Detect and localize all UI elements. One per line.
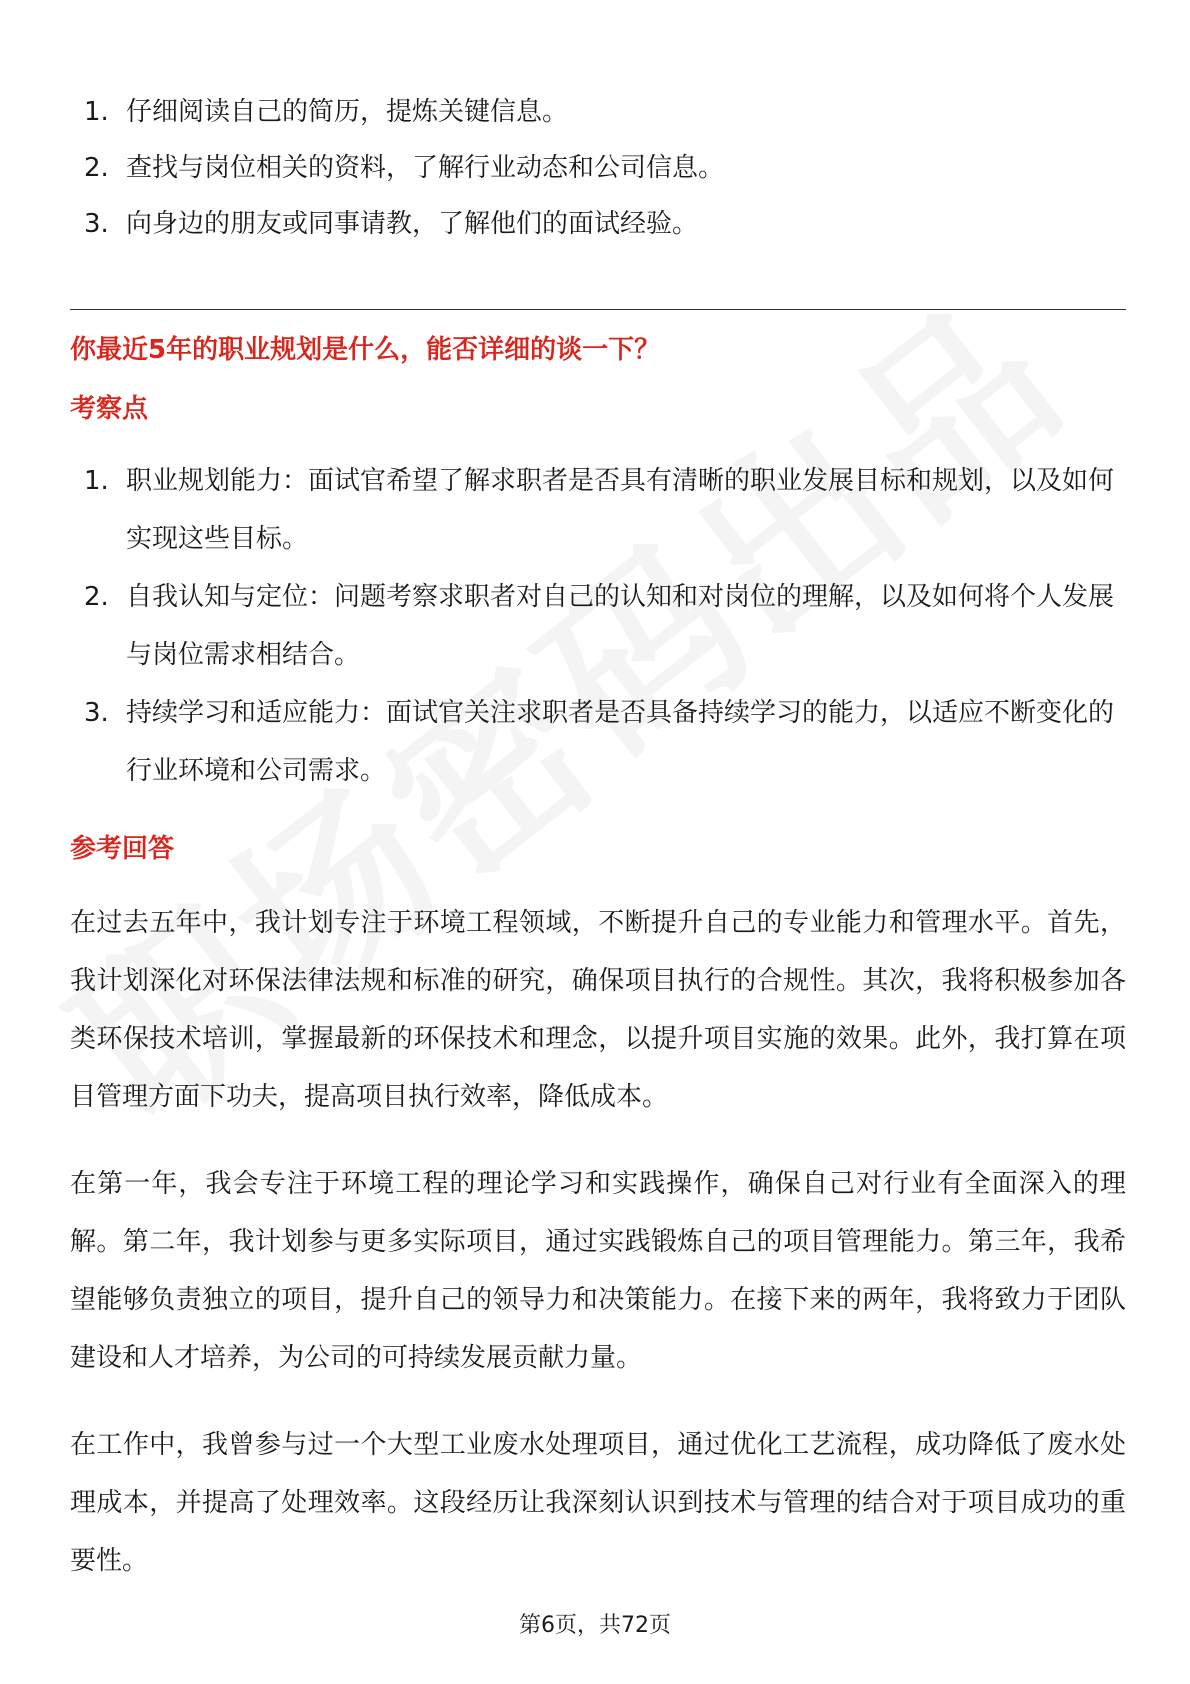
list-number: 2. <box>84 582 109 612</box>
answer-paragraph: 在第一年，我会专注于环境工程的理论学习和实践操作，确保自己对行业有全面深入的理解。第二年，我计划参与更多实际项目，通过实践锻炼自己的项目管理能力。第三年，我希望能够负责独立的项目，提升自己的领导力和决策能力。在接下来的两年，我将致力于团队建设和人才培养，为公司的可持续发展贡献力量。 <box>70 1169 1126 1373</box>
prep-steps-list <box>84 84 1124 252</box>
answer-heading: 参考回答 <box>70 834 175 864</box>
list-text: 持续学习和适应能力：面试官关注求职者是否具备持续学习的能力，以适应不断变化的行业环境和公司需求。 <box>126 698 1115 786</box>
list-text: 自我认知与定位：问题考察求职者对自己的认知和对岗位的理解，以及如何将个人发展与岗位需求相结合。 <box>126 582 1115 670</box>
section-divider <box>70 309 1126 310</box>
list-item <box>84 684 1124 800</box>
list-number: 2. <box>84 153 109 183</box>
list-number: 3. <box>84 209 109 239</box>
page-number: 第6页，共72页 <box>519 1613 671 1638</box>
list-number: 3. <box>84 698 109 728</box>
list-number: 1. <box>84 97 109 127</box>
focus-points-list <box>84 452 1124 800</box>
answer-paragraph: 在工作中，我曾参与过一个大型工业废水处理项目，通过优化工艺流程，成功降低了废水处理成本，并提高了处理效率。这段经历让我深刻认识到技术与管理的结合对于项目成功的重要性。 <box>70 1430 1126 1576</box>
list-text: 向身边的朋友或同事请教，了解他们的面试经验。 <box>126 209 699 239</box>
list-item <box>84 452 1124 568</box>
answer-paragraph: 在过去五年中，我计划专注于环境工程领域，不断提升自己的专业能力和管理水平。首先，我计划深化对环保法律法规和标准的研究，确保项目执行的合规性。其次，我将积极参加各类环保技术培训，掌握最新的环保技术和理念，以提升项目实施的效果。此外，我打算在项目管理方面下功夫，提高项目执行效率，降低成本。 <box>70 908 1126 1112</box>
list-item <box>84 196 1124 252</box>
list-text: 查找与岗位相关的资料，了解行业动态和公司信息。 <box>126 153 725 183</box>
list-item <box>84 140 1124 196</box>
question-title: 你最近5年的职业规划是什么，能否详细的谈一下？ <box>70 335 661 365</box>
list-text: 职业规划能力：面试官希望了解求职者是否具有清晰的职业发展目标和规划，以及如何实现这些目标。 <box>126 466 1115 554</box>
list-text: 仔细阅读自己的简历，提炼关键信息。 <box>126 97 569 127</box>
list-number: 1. <box>84 466 109 496</box>
focus-heading: 考察点 <box>70 394 149 424</box>
list-item <box>84 568 1124 684</box>
list-item <box>84 84 1124 140</box>
